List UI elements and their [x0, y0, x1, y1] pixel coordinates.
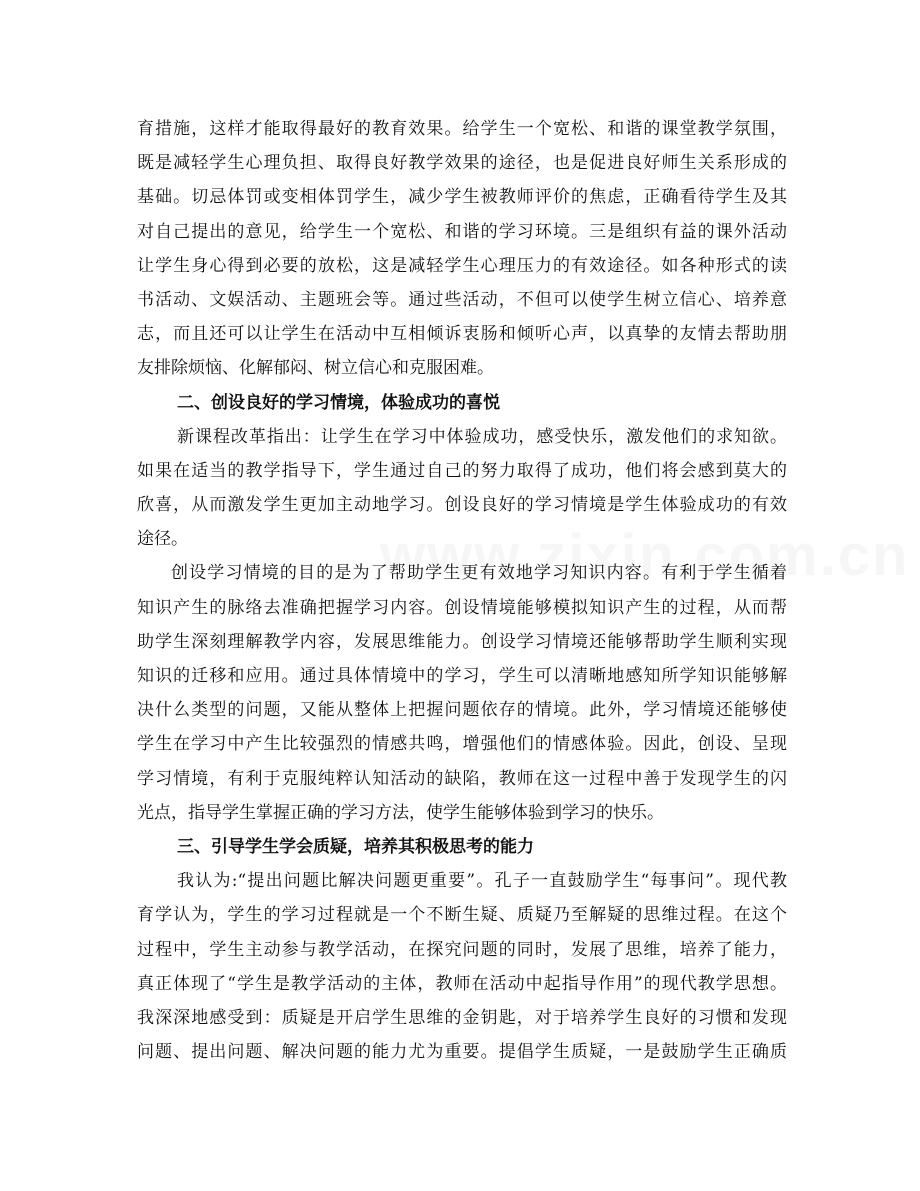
text-line: 友排除烦恼、化解郁闷、树立信心和克服困难。 — [137, 358, 494, 379]
text-line: 助学生深刻理解教学内容，发展思维能力。创设学习情境还能够帮助学生顺利实现 — [137, 631, 787, 652]
text-line: 真正体现了“学生是教学活动的主体，教师在活动中起指导作用”的现代教学思想。 — [137, 973, 787, 994]
text-line: 书活动、文娱活动、主题班会等。通过些活动，不但可以使学生树立信心、培养意 — [137, 289, 787, 310]
text-line: 过程中，学生主动参与教学活动，在探究问题的同时，发展了思维，培养了能力， — [137, 939, 787, 960]
paragraph-first-line: 新课程改革指出：让学生在学习中体验成功，感受快乐，激发他们的求知欲。 — [177, 426, 787, 447]
text-line: 决什么类型的问题，又能从整体上把握问题依存的情境。此外，学习情境还能够使 — [137, 700, 787, 721]
text-line: 问题、提出问题、解决问题的能力尤为重要。提倡学生质疑，一是鼓励学生正确质 — [137, 1042, 787, 1063]
paragraph-first-line: 创设学习情境的目的是为了帮助学生更有效地学习知识内容。有利于学生循着 — [171, 563, 787, 584]
text-line: 让学生身心得到必要的放松，这是减轻学生心理压力的有效途径。如各种形式的读 — [137, 255, 787, 276]
section-heading: 二、创设良好的学习情境，体验成功的喜悦 — [177, 392, 500, 413]
text-line: 对自己提出的意见，给学生一个宽松、和谐的学习环境。三是组织有益的课外活动 — [137, 221, 787, 242]
text-line: 我深深地感受到：质疑是开启学生思维的金钥匙，对于培养学生良好的习惯和发现 — [137, 1007, 787, 1028]
text-line: 途径。 — [137, 529, 188, 550]
text-line: 育学认为，学生的学习过程就是一个不断生疑、质疑乃至解疑的思维过程。在这个 — [137, 905, 787, 926]
text-line: 育措施，这样才能取得最好的教育效果。给学生一个宽松、和谐的课堂教学氛围， — [137, 119, 787, 139]
document-body — [137, 112, 787, 1069]
text-line: 学生在学习中产生比较强烈的情感共鸣，增强他们的情感体验。因此，创设、呈现 — [137, 734, 787, 755]
text-line: 学习情境，有利于克服纯粹认知活动的缺陷，教师在这一过程中善于发现学生的闪 — [137, 768, 787, 789]
text-line: 基础。切忌体罚或变相体罚学生，减少学生被教师评价的焦虑，正确看待学生及其 — [137, 187, 787, 208]
text-line: 光点，指导学生掌握正确的学习方法，使学生能够体验到学习的快乐。 — [137, 802, 664, 823]
text-line: 欣喜，从而激发学生更加主动地学习。创设良好的学习情境是学生体验成功的有效 — [137, 495, 787, 516]
text-line: 知识产生的脉络去准确把握学习内容。创设情境能够模拟知识产生的过程，从而帮 — [137, 597, 787, 618]
text-line: 既是减轻学生心理负担、取得良好教学效果的途径，也是促进良好师生关系形成的 — [137, 153, 787, 174]
section-heading: 三、引导学生学会质疑，培养其积极思考的能力 — [177, 836, 534, 857]
paragraph-first-line: 我认为:“提出问题比解决问题更重要”。孔子一直鼓励学生“每事问”。现代教 — [177, 871, 787, 892]
text-line: 志，而且还可以让学生在活动中互相倾诉衷肠和倾听心声，以真挚的友情去帮助朋 — [137, 324, 787, 345]
text-line: 知识的迁移和应用。通过具体情境中的学习，学生可以清晰地感知所学知识能够解 — [137, 666, 787, 686]
text-line: 如果在适当的教学指导下，学生通过自己的努力取得了成功，他们将会感到莫大的 — [137, 460, 787, 481]
